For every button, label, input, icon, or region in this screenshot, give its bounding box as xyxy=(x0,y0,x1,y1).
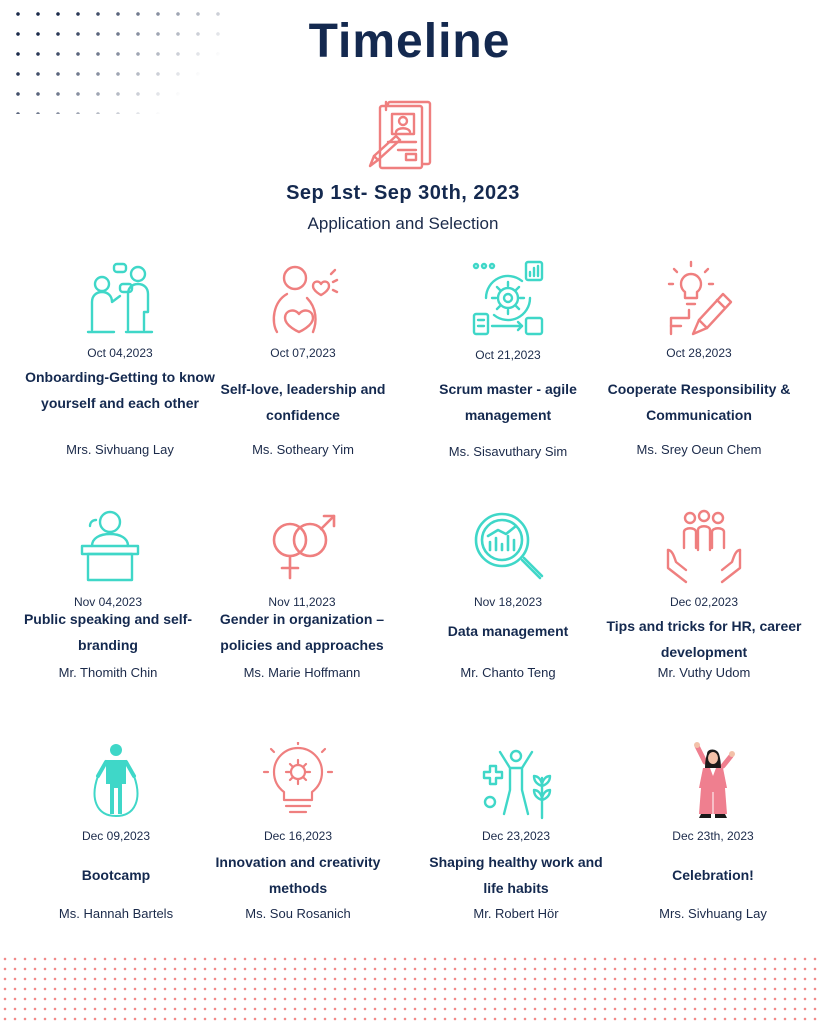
session-topic: Scrum master - agile management xyxy=(439,381,577,423)
session-card-1 xyxy=(22,258,218,468)
session-speaker: Ms. Srey Oeun Chem xyxy=(636,442,762,457)
session-speaker: Ms. Hannah Bartels xyxy=(58,906,174,921)
session-date: Dec 02,2023 xyxy=(669,595,739,609)
session-date: Oct 04,2023 xyxy=(87,346,153,360)
session-card-12 xyxy=(615,742,811,932)
session-card-7 xyxy=(410,506,606,686)
session-card-10 xyxy=(200,742,396,932)
data-magnifier-icon xyxy=(468,506,548,586)
session-topic: Data management xyxy=(447,623,569,639)
session-date: Dec 09,2023 xyxy=(81,829,151,843)
session-topic: Shaping healthy work and life habits xyxy=(429,854,603,896)
session-date: Nov 18,2023 xyxy=(473,595,543,609)
session-card-6 xyxy=(204,506,400,686)
session-card-8 xyxy=(606,506,802,686)
session-date: Nov 11,2023 xyxy=(268,595,336,609)
session-speaker: Mr. Thomith Chin xyxy=(58,665,158,680)
session-date: Oct 28,2023 xyxy=(666,346,732,360)
hero-date: Sep 1st- Sep 30th, 2023 xyxy=(286,182,520,204)
session-topic: Self-love, leadership and confidence xyxy=(220,381,386,423)
session-topic: Cooperate Responsibility & Communication xyxy=(607,381,791,423)
session-topic: Innovation and creativity methods xyxy=(215,854,381,896)
healthy-habits-icon xyxy=(476,742,556,822)
session-card-9 xyxy=(18,742,214,932)
session-speaker: Ms. Sisavuthary Sim xyxy=(448,444,568,459)
idea-pencil-icon xyxy=(659,258,739,338)
application-form-icon xyxy=(362,96,442,176)
session-card-3 xyxy=(410,258,606,468)
session-speaker: Mrs. Sivhuang Lay xyxy=(66,442,174,457)
session-date: Oct 07,2023 xyxy=(270,346,336,360)
onboarding-people-icon xyxy=(80,258,160,338)
celebration-woman-icon xyxy=(673,742,753,822)
session-speaker: Mr. Vuthy Udom xyxy=(657,665,751,680)
session-topic: Bootcamp xyxy=(81,867,151,883)
gender-symbol-icon xyxy=(262,506,342,586)
session-topic: Public speaking and self-branding xyxy=(23,611,193,653)
session-speaker: Ms. Sou Rosanich xyxy=(245,906,351,921)
hr-hands-icon xyxy=(664,506,744,586)
session-topic: Tips and tricks for HR, career development xyxy=(606,618,802,660)
session-date: Oct 21,2023 xyxy=(475,348,541,362)
session-card-11 xyxy=(418,742,614,932)
innovation-bulb-icon xyxy=(258,742,338,822)
page-title: Timeline xyxy=(308,15,511,68)
jump-rope-icon xyxy=(76,742,156,822)
session-topic: Onboarding-Getting to know yourself and each other xyxy=(25,369,215,411)
session-speaker: Ms. Marie Hoffmann xyxy=(243,665,361,680)
session-date: Nov 04,2023 xyxy=(73,595,143,609)
session-topic: Gender in organization – policies and approaches xyxy=(219,611,385,653)
agile-gear-icon xyxy=(468,258,548,338)
session-topic: Celebration! xyxy=(672,867,754,883)
session-speaker: Mrs. Sivhuang Lay xyxy=(659,906,767,921)
session-date: Dec 16,2023 xyxy=(263,829,333,843)
session-card-2 xyxy=(205,258,401,468)
session-card-5 xyxy=(10,506,206,686)
session-speaker: Mr. Chanto Teng xyxy=(460,665,556,680)
session-date: Dec 23th, 2023 xyxy=(672,829,754,843)
session-speaker: Ms. Sotheary Yim xyxy=(252,442,354,457)
session-card-4 xyxy=(601,258,797,468)
self-love-icon xyxy=(263,258,343,338)
hero-subtitle: Application and Selection xyxy=(307,214,499,233)
decorative-dots-bottom xyxy=(0,954,819,1024)
session-speaker: Mr. Robert Hör xyxy=(473,906,559,921)
podium-speaker-icon xyxy=(68,506,148,586)
session-date: Dec 23,2023 xyxy=(481,829,551,843)
